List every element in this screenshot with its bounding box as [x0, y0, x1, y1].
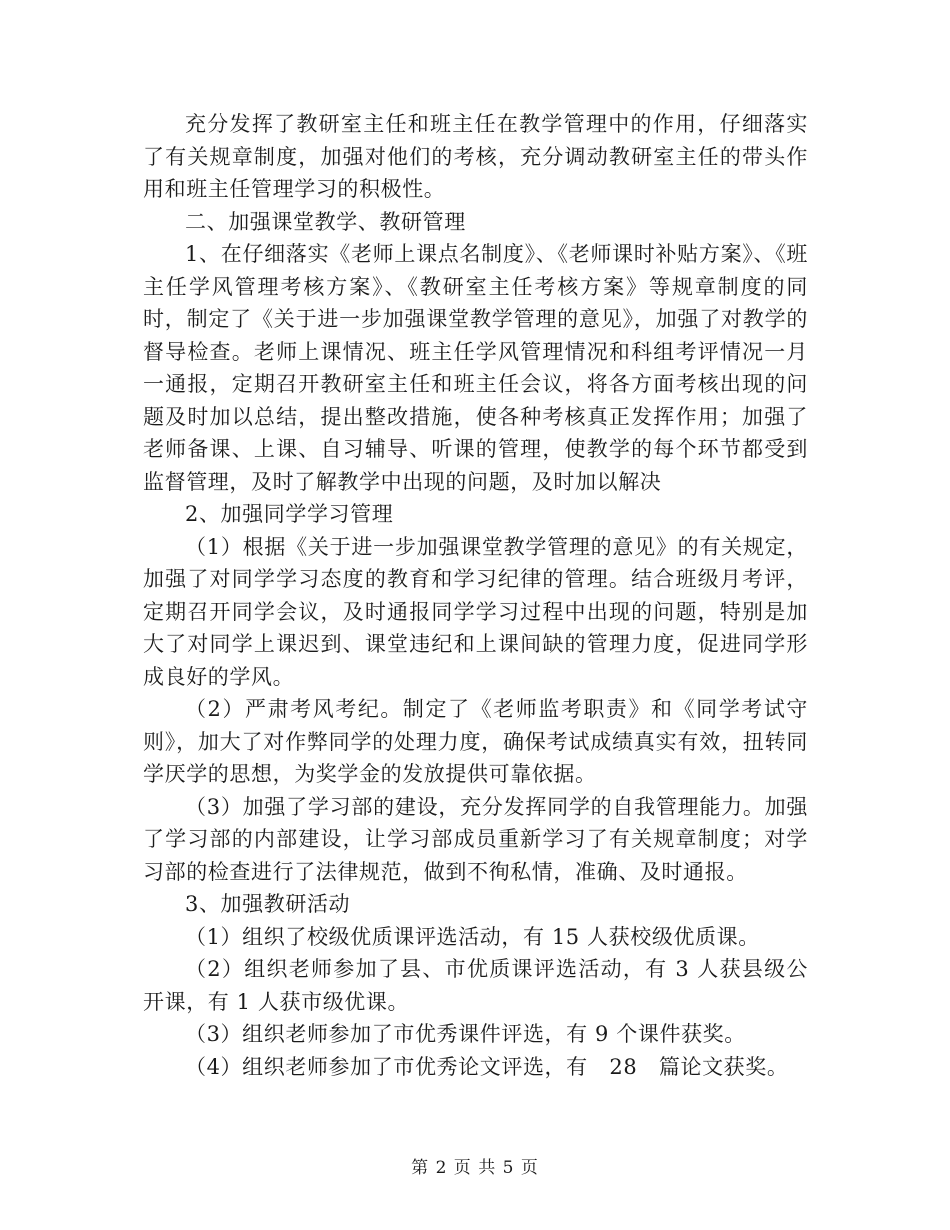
- document-body: [143, 108, 808, 1083]
- subheading-item-2: 2、加强同学学习管理: [185, 502, 394, 526]
- paragraph-item-2-1: （1）根据《关于进一步加强课堂教学管理的意见》的有关规定，加强了对同学学习态度的教育和学习纪律的管理。结合班级月考评，定期召开同学会议，及时通报同学学习过程中出现的问题，特别是加大了对同学上课迟到、课堂违纪和上课间缺的管理力度，促进同学形成良好的学风。: [143, 534, 808, 689]
- paragraph-item-2-3: （3）加强了学习部的建设，充分发挥同学的自我管理能力。加强了学习部的内部建设，让学习部成员重新学习了有关规章制度；对学习部的检查进行了法律规范，做到不徇私情，准确、及时通报。: [143, 794, 808, 884]
- subheading-item-3: 3、加强教研活动: [185, 892, 351, 916]
- paragraph-item-2-2: （2）严肃考风考纪。制定了《老师监考职责》和《同学考试守则》，加大了对作弊同学的处理力度，确保考试成绩真实有效，扭转同学厌学的思想，为奖学金的发放提供可靠依据。: [143, 697, 808, 786]
- paragraph-item-3-1: （1）组织了校级优质课评选活动，有 15 人获校级优质课。: [185, 924, 760, 949]
- paragraph-item-3-4: （4）组织老师参加了市优秀论文评选，有 28 篇论文获奖。: [185, 1054, 789, 1079]
- section-heading-2: 二、加强课堂教学、教研管理: [185, 209, 466, 234]
- paragraph-item-1: 1、在仔细落实《老师上课点名制度》、《老师课时补贴方案》、《班主任学风管理考核方案》、《教研室主任考核方案》等规章制度的同时，制定了《关于进一步加强课堂教学管理的意见》，加强了对教学的督导检查。老师上课情况、班主任学风管理情况和科组考评情况一月一通报，定期召开教研室主任和班主任会议，将各方面考核出现的问题及时加以总结，提出整改措施，使各种考核真正发挥作用；加强了老师备课、上课、自习辅导、听课的管理，使教学的每个环节都受到监督管理，及时了解教学中出现的问题，及时加以解决: [143, 242, 808, 494]
- paragraph-item-3-2: （2）组织老师参加了县、市优质课评选活动，有 3 人获县级公开课，有 1 人获市级优课。: [143, 957, 808, 1014]
- paragraph-intro: 充分发挥了教研室主任和班主任在教学管理中的作用，仔细落实了有关规章制度，加强对他们的考核，充分调动教研室主任的带头作用和班主任管理学习的积极性。: [143, 112, 808, 201]
- paragraph-item-3-3: （3）组织老师参加了市优秀课件评选，有 9 个课件获奖。: [185, 1022, 746, 1046]
- page-number-footer: 第 2 页 共 5 页: [411, 1158, 539, 1178]
